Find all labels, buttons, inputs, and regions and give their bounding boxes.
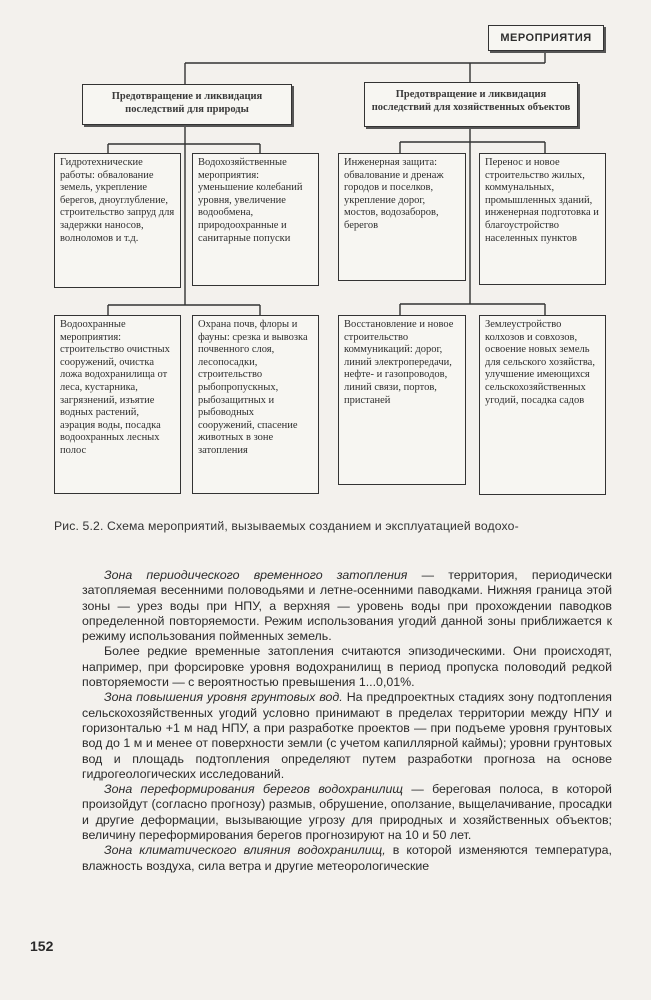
measure-soil-flora-fauna-box: Охрана почв, флоры и фауны: срезка и вывозка почвенного слоя, лесопосадки, строительство рыбопропускных, рыбозащитных и рыбоводных сооружений, спасение животных в зоне затопления [192, 315, 319, 494]
measure-engineering-protection-box: Инженерная защита: обвалование и дренаж городов и поселков, укрепление дорог, мостов, водозаборов, берегов [338, 153, 466, 281]
measure-water-management-box: Водохозяйственные мероприятия: уменьшение колебаний уровня, увеличение водообмена, природоохранные и санитарные попуски [192, 153, 319, 286]
paragraph [82, 644, 612, 690]
paragraph [82, 568, 612, 644]
paragraph [82, 782, 612, 843]
paragraph-text: в которой изменяются температура, влажность воздуха, сила ветра и другие метеорологические [82, 843, 612, 873]
diagram-root-box: МЕРОПРИЯТИЯ [488, 25, 604, 51]
paragraph-text: Более редкие временные затопления считаются эпизодическими. Они происходят, например, при форсировке уровня водохранилищ в период пропуска половодий редкой повторяемости — с вероятностью превышения 1...0,01%. [82, 644, 612, 690]
paragraph [82, 690, 612, 782]
paragraph [82, 843, 612, 874]
term: Зона переформирования берегов водохранилищ [104, 782, 403, 797]
term: Зона повышения уровня грунтовых вод. [104, 690, 343, 705]
term: Зона периодического временного затопления [104, 568, 408, 582]
term: Зона климатического влияния водохранилищ, [104, 843, 386, 858]
paragraph-text: — территория, периодически затопляемая весенними половодьями и летне-осенними паводками. Нижняя граница этой зоны — урез воды при НПУ, а верхняя — уровень воды при прохождении паводков определенной повторяемости. Режим использования угодий данной зоны приближается к режиму использования пойменных земель. [82, 568, 612, 644]
branch-economy-box: Предотвращение и ликвидация последствий для хозяйственных объектов [364, 82, 578, 127]
page-number: 152 [30, 938, 54, 954]
paragraph-text: — береговая полоса, в которой произойдут (согласно прогнозу) размыв, обрушение, оползание, выщелачивание, просадки и другие деформации, вызывающие угрозу для природных и хозяйственных объектов; величину переформирования берегов прогнозируют на 10 и 50 лет. [82, 782, 612, 843]
measure-water-protection-box: Водоохранные мероприятия: строительство очистных сооружений, очистка ложа водохранилища от леса, кустарника, загрязнений, изъятие водных растений, аэрация воды, посадка водоохранных лесных полос [54, 315, 181, 494]
paragraph-text: На предпроектных стадиях зону подтопления сельскохозяйственных угодий условно принимают в пределах территории между НПУ и горизонталью +1 м над НПУ, а при разработке проектов — при подъеме уровня грунтовых вод до 1 м и менее от поверхности земли (с учетом капиллярной каймы); уровни грунтовых вод и площадь подтопления определяют путем разработки прогноза на основе гидрогеологических исследований. [82, 690, 612, 781]
measure-relocation-box: Перенос и новое строительство жилых, коммунальных, промышленных зданий, инженерная подготовка и благоустройство населенных пунктов [479, 153, 606, 285]
measure-hydrotechnical-box: Гидротехнические работы: обвалование земель, укрепление берегов, дноуглубление, строительство запруд для задержки наносов, волноломов и т.д. [54, 153, 181, 288]
measure-land-management-box: Землеустройство колхозов и совхозов, освоение новых земель для сельского хозяйства, улучшение имеющихся сельскохозяйственных угодий, посадка садов [479, 315, 606, 495]
branch-nature-box: Предотвращение и ликвидация последствий для природы [82, 84, 292, 125]
figure-caption: Рис. 5.2. Схема мероприятий, вызываемых созданием и эксплуатацией водохо- [54, 519, 519, 533]
measure-communications-box: Восстановление и новое строительство коммуникаций: дорог, линий электропередачи, нефте- и газопроводов, линий связи, портов, пристаней [338, 315, 466, 485]
body-text [82, 568, 612, 874]
